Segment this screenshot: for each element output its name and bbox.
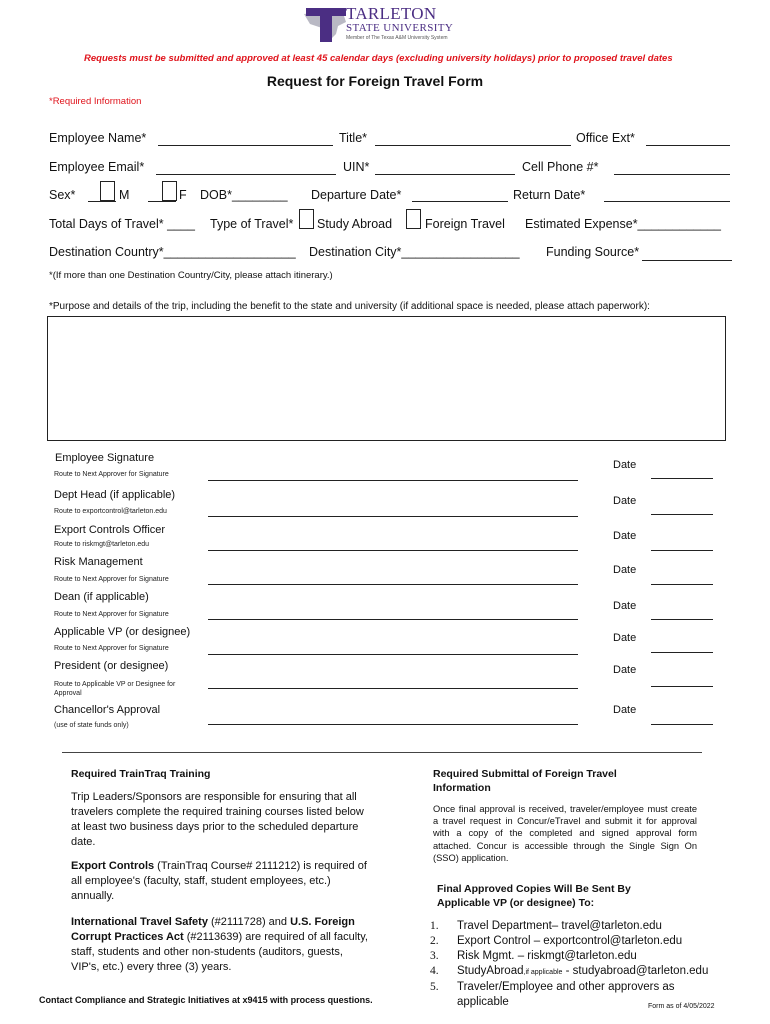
sig-line-president[interactable]: [208, 688, 578, 689]
date-line-vp[interactable]: [651, 652, 713, 653]
date-line-employee[interactable]: [651, 478, 713, 479]
date-label-employee: Date: [613, 459, 637, 471]
list-item: [430, 935, 682, 947]
sig-line-export-controls[interactable]: [208, 550, 578, 551]
logo-line3: Member of The Texas A&M University System: [346, 35, 448, 41]
traintraq-p2-bold: Export Controls: [71, 860, 155, 872]
foreign-travel-label: Foreign Travel: [425, 217, 505, 231]
list-item: [430, 950, 637, 962]
copies-heading: Final Approved Copies Will Be Sent By Applicable VP (or designee) To:: [437, 883, 631, 909]
form-date: Form as of 4/05/2022: [648, 1003, 715, 1010]
destination-country-label[interactable]: Destination Country*___________________: [49, 245, 296, 259]
sig-route-employee: Route to Next Approver for Signature: [54, 471, 169, 478]
purpose-label: *Purpose and details of the trip, including the benefit to the state and university (if additional space is needed, please attach paperwork):: [49, 301, 650, 312]
sig-title-export-controls: Export Controls Officer: [54, 524, 166, 536]
date-label-chancellor: Date: [613, 704, 637, 716]
estimated-expense-label[interactable]: Estimated Expense*____________: [525, 217, 721, 231]
sig-route-president: Route to Applicable VP or Designee for Approval: [54, 681, 176, 697]
sig-title-vp: Applicable VP (or designee): [54, 626, 191, 638]
list-text-b: - studyabroad@tarleton.edu: [562, 965, 709, 977]
date-line-president[interactable]: [651, 686, 713, 687]
list-text-small: ,if applicable: [523, 969, 563, 976]
list-text: Travel Department– travel@tarleton.edu: [457, 920, 662, 932]
total-days-label[interactable]: Total Days of Travel* ____: [49, 217, 195, 231]
sig-line-dean[interactable]: [208, 619, 578, 620]
traintraq-p3: [71, 915, 371, 975]
list-text: Risk Mgmt. – riskmgt@tarleton.edu: [457, 950, 637, 962]
traintraq-p2: [71, 859, 371, 904]
sig-line-risk-management[interactable]: [208, 584, 578, 585]
traintraq-p2-rest: (TrainTraq Course# 2111212) is required of all employee's (faculty, staff, student employees, etc.) annually.: [71, 860, 367, 902]
date-line-risk-management[interactable]: [651, 584, 713, 585]
destination-city-label[interactable]: Destination City*_________________: [309, 245, 520, 259]
sig-title-employee: Employee Signature: [55, 452, 155, 464]
funding-source-label: Funding Source*: [546, 245, 640, 259]
submittal-heading: Required Submittal of Foreign Travel Information: [433, 768, 617, 794]
date-label-dean: Date: [613, 600, 637, 612]
footer-contact: Contact Compliance and Strategic Initiatives at x9415 with process questions.: [39, 995, 373, 1005]
list-item: [430, 965, 708, 977]
list-num: 2.: [430, 935, 439, 947]
list-text: Export Control – exportcontrol@tarleton.edu: [457, 935, 683, 947]
cell-phone-label: Cell Phone #*: [522, 160, 599, 174]
traintraq-p1: Trip Leaders/Sponsors are responsible for ensuring that all travelers complete the required training courses listed below at least two business days prior to the scheduled departure date.: [71, 791, 364, 848]
list-num: 5.: [430, 981, 439, 993]
traintraq-p3-bold1: International Travel Safety: [71, 916, 208, 928]
sig-title-president: President (or designee): [54, 660, 169, 672]
sig-title-dept-head: Dept Head (if applicable): [54, 489, 176, 501]
date-line-export-controls[interactable]: [651, 550, 713, 551]
employee-email-label: Employee Email*: [49, 160, 145, 174]
sig-route-export-controls: Route to riskmgt@tarleton.edu: [54, 541, 150, 548]
sig-route-dept-head: Route to exportcontrol@tarleton.edu: [54, 508, 167, 515]
date-line-dept-head[interactable]: [651, 514, 713, 515]
title-label: Title*: [339, 131, 368, 145]
uin-label: UIN*: [343, 160, 370, 174]
logo-line1: TARLETON: [346, 4, 437, 23]
sig-title-risk-management: Risk Management: [54, 556, 143, 568]
required-info-note: *Required Information: [49, 96, 142, 107]
traintraq-p3-bold2: U.S. Foreign Corrupt Practices Act: [71, 916, 355, 943]
traintraq-p3-rest: (#2113639) are required of all faculty, staff, students and other non-students (auditors, guests, VIP's, etc.) every three (3) years.: [71, 931, 368, 973]
traintraq-p3-mid: (#2111728) and: [207, 916, 291, 928]
study-abroad-label: Study Abroad: [317, 217, 393, 231]
itinerary-note: *(If more than one Destination Country/City, please attach itinerary.): [49, 270, 333, 281]
sig-route-vp: Route to Next Approver for Signature: [54, 645, 169, 652]
date-label-vp: Date: [613, 632, 637, 644]
date-label-dept-head: Date: [613, 495, 637, 507]
dob-label[interactable]: DOB*________: [200, 188, 288, 202]
list-text-a: StudyAbroad: [457, 965, 524, 977]
date-label-risk-management: Date: [613, 564, 637, 576]
sex-male-label: M: [119, 188, 130, 202]
sig-route-dean: Route to Next Approver for Signature: [54, 611, 169, 618]
list-text: Traveler/Employee and other approvers as applicable: [457, 981, 675, 1008]
sex-label: Sex*: [49, 188, 76, 202]
sig-line-vp[interactable]: [208, 654, 578, 655]
section-divider: [62, 752, 702, 753]
sig-line-dept-head[interactable]: [208, 516, 578, 517]
sig-title-dean: Dean (if applicable): [54, 591, 149, 603]
logo-line2: STATE UNIVERSITY: [346, 22, 454, 34]
list-item: [430, 920, 662, 932]
type-of-travel-label: Type of Travel*: [210, 217, 294, 231]
date-line-dean[interactable]: [651, 619, 713, 620]
submittal-body: Once final approval is received, traveler/employee must create a travel request in Concur/eTravel and submit it for approval with a copy of the completed and signed approval form attached. Concur is accessible through the Single Sign On (SSO) application.: [433, 804, 697, 863]
traintraq-heading: Required TrainTraq Training: [71, 768, 211, 780]
list-num: 4.: [430, 965, 439, 977]
departure-date-label: Departure Date*: [311, 188, 402, 202]
office-ext-label: Office Ext*: [576, 131, 635, 145]
sig-route-chancellor: (use of state funds only): [54, 722, 129, 729]
sig-line-chancellor[interactable]: [208, 724, 578, 725]
date-label-export-controls: Date: [613, 530, 637, 542]
list-num: 3.: [430, 950, 439, 962]
sig-route-risk-management: Route to Next Approver for Signature: [54, 576, 169, 583]
form-title: Request for Foreign Travel Form: [266, 73, 484, 89]
date-line-chancellor[interactable]: [651, 724, 713, 725]
employee-name-label: Employee Name*: [49, 131, 147, 145]
date-label-president: Date: [613, 664, 637, 676]
sex-female-label: F: [179, 188, 187, 202]
list-num: 1.: [430, 920, 439, 932]
sig-line-employee[interactable]: [208, 480, 578, 481]
submission-notice: Requests must be submitted and approved at least 45 calendar days (excluding university holidays) prior to proposed travel dates: [84, 53, 673, 64]
return-date-label: Return Date*: [513, 188, 586, 202]
sig-title-chancellor: Chancellor's Approval: [54, 704, 161, 716]
